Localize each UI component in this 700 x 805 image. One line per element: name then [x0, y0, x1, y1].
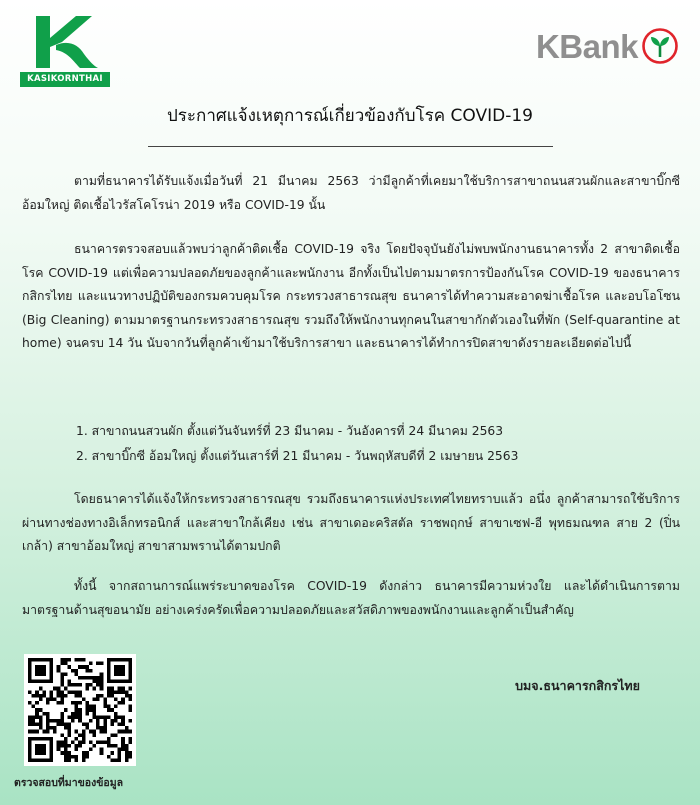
announcement-title: ประกาศแจ้งเหตุการณ์เกี่ยวข้องกับโรค COVID-19	[166, 106, 533, 126]
signature: บมจ.ธนาคารกสิกรไทย	[515, 678, 640, 693]
kbank-logo	[536, 28, 678, 64]
list-item: 1. สาขาถนนสวนผัก ตั้งแต่วันจันทร์ที่ 23 มีนาคม - วันอังคารที่ 24 มีนาคม 2563	[76, 424, 504, 438]
kasikornthai-k-icon	[26, 14, 100, 70]
kasikornthai-wordmark: KASIKORNTHAI	[20, 72, 110, 87]
qr-caption: ตรวจสอบที่มาของข้อมูล	[14, 777, 124, 789]
paragraph-measures: ธนาคารตรวจสอบแล้วพบว่าลูกค้าติดเชื้อ COVID-19 จริง โดยปัจจุบันยังไม่พบพนักงานธนาคารทั้ง 2 สาขาติดเชื้อโรค COVID-19 แต่เพื่อความปลอดภัยของลูกค้าและพนักงาน อีกทั้งเป็นไปตามมาตรการป้องกันโรค COVID-19 ของธนาคารกสิกรไทย และแนวทางปฏิบัติของกรมควบคุมโรค กระทรวงสาธารณสุข ธนาคารได้ทำความสะอาดฆ่าเชื้อโรค และอบโอโซน (Big Cleaning) ตามมาตรฐานกระทรวงสาธารณสุข รวมถึงให้พนักงานทุกคนในสาขากักตัวเองในที่พัก (Self-quarantine at home) จนครบ 14 วัน นับจากวันที่ลูกค้าเข้ามาใช้บริการสาขา และธนาคารได้ทำการปิดสาขาดังรายละเอียดต่อไปนี้	[22, 242, 680, 350]
list-item: 2. สาขาบิ๊กซี อ้อมใหญ่ ตั้งแต่วันเสาร์ที่ 21 มีนาคม - วันพฤหัสบดีที่ 2 เมษายน 2563	[76, 449, 519, 463]
qr-code[interactable]	[24, 654, 136, 766]
paragraph-alternatives: โดยธนาคารได้แจ้งให้กระทรวงสาธารณสุข รวมถึงธนาคารแห่งประเทศไทยทราบแล้ว อนึ่ง ลูกค้าสามารถใช้บริการผ่านทางช่องทางอิเล็กทรอนิกส์ และสาขาใกล้เคียง เช่น สาขาเดอะคริสตัล ราชพฤกษ์ สาขาเซฟ-อี พุทธมณฑล สาย 2 (ปิ่นเกล้า) สาขาอ้อมใหญ่ สาขาสามพรานได้ตามปกติ	[22, 492, 680, 553]
paragraph-intro: ตามที่ธนาคารได้รับแจ้งเมื่อวันที่ 21 มีนาคม 2563 ว่ามีลูกค้าที่เคยมาใช้บริการสาขาถนนสวนผักและสาขาบิ๊กซี อ้อมใหญ่ ติดเชื้อไวรัสโคโรน่า 2019 หรือ COVID-19 นั้น	[22, 174, 680, 212]
kbank-wordmark: KBank	[535, 27, 638, 65]
paragraph-closing: ทั้งนี้ จากสถานการณ์แพร่ระบาดของโรค COVID-19 ดังกล่าว ธนาคารมีความห่วงใย และได้ดำเนินการตามมาตรฐานด้านสุขอนามัย อย่างเคร่งครัดเพื่อความปลอดภัยและสวัสดิภาพของพนักงานและลูกค้าเป็นสำคัญ	[22, 579, 680, 617]
kbank-leaf-icon	[642, 28, 678, 64]
title-divider	[148, 146, 553, 147]
branch-closure-list	[76, 419, 518, 469]
qr-code-icon	[28, 658, 132, 762]
kasikornthai-logo	[20, 14, 110, 88]
